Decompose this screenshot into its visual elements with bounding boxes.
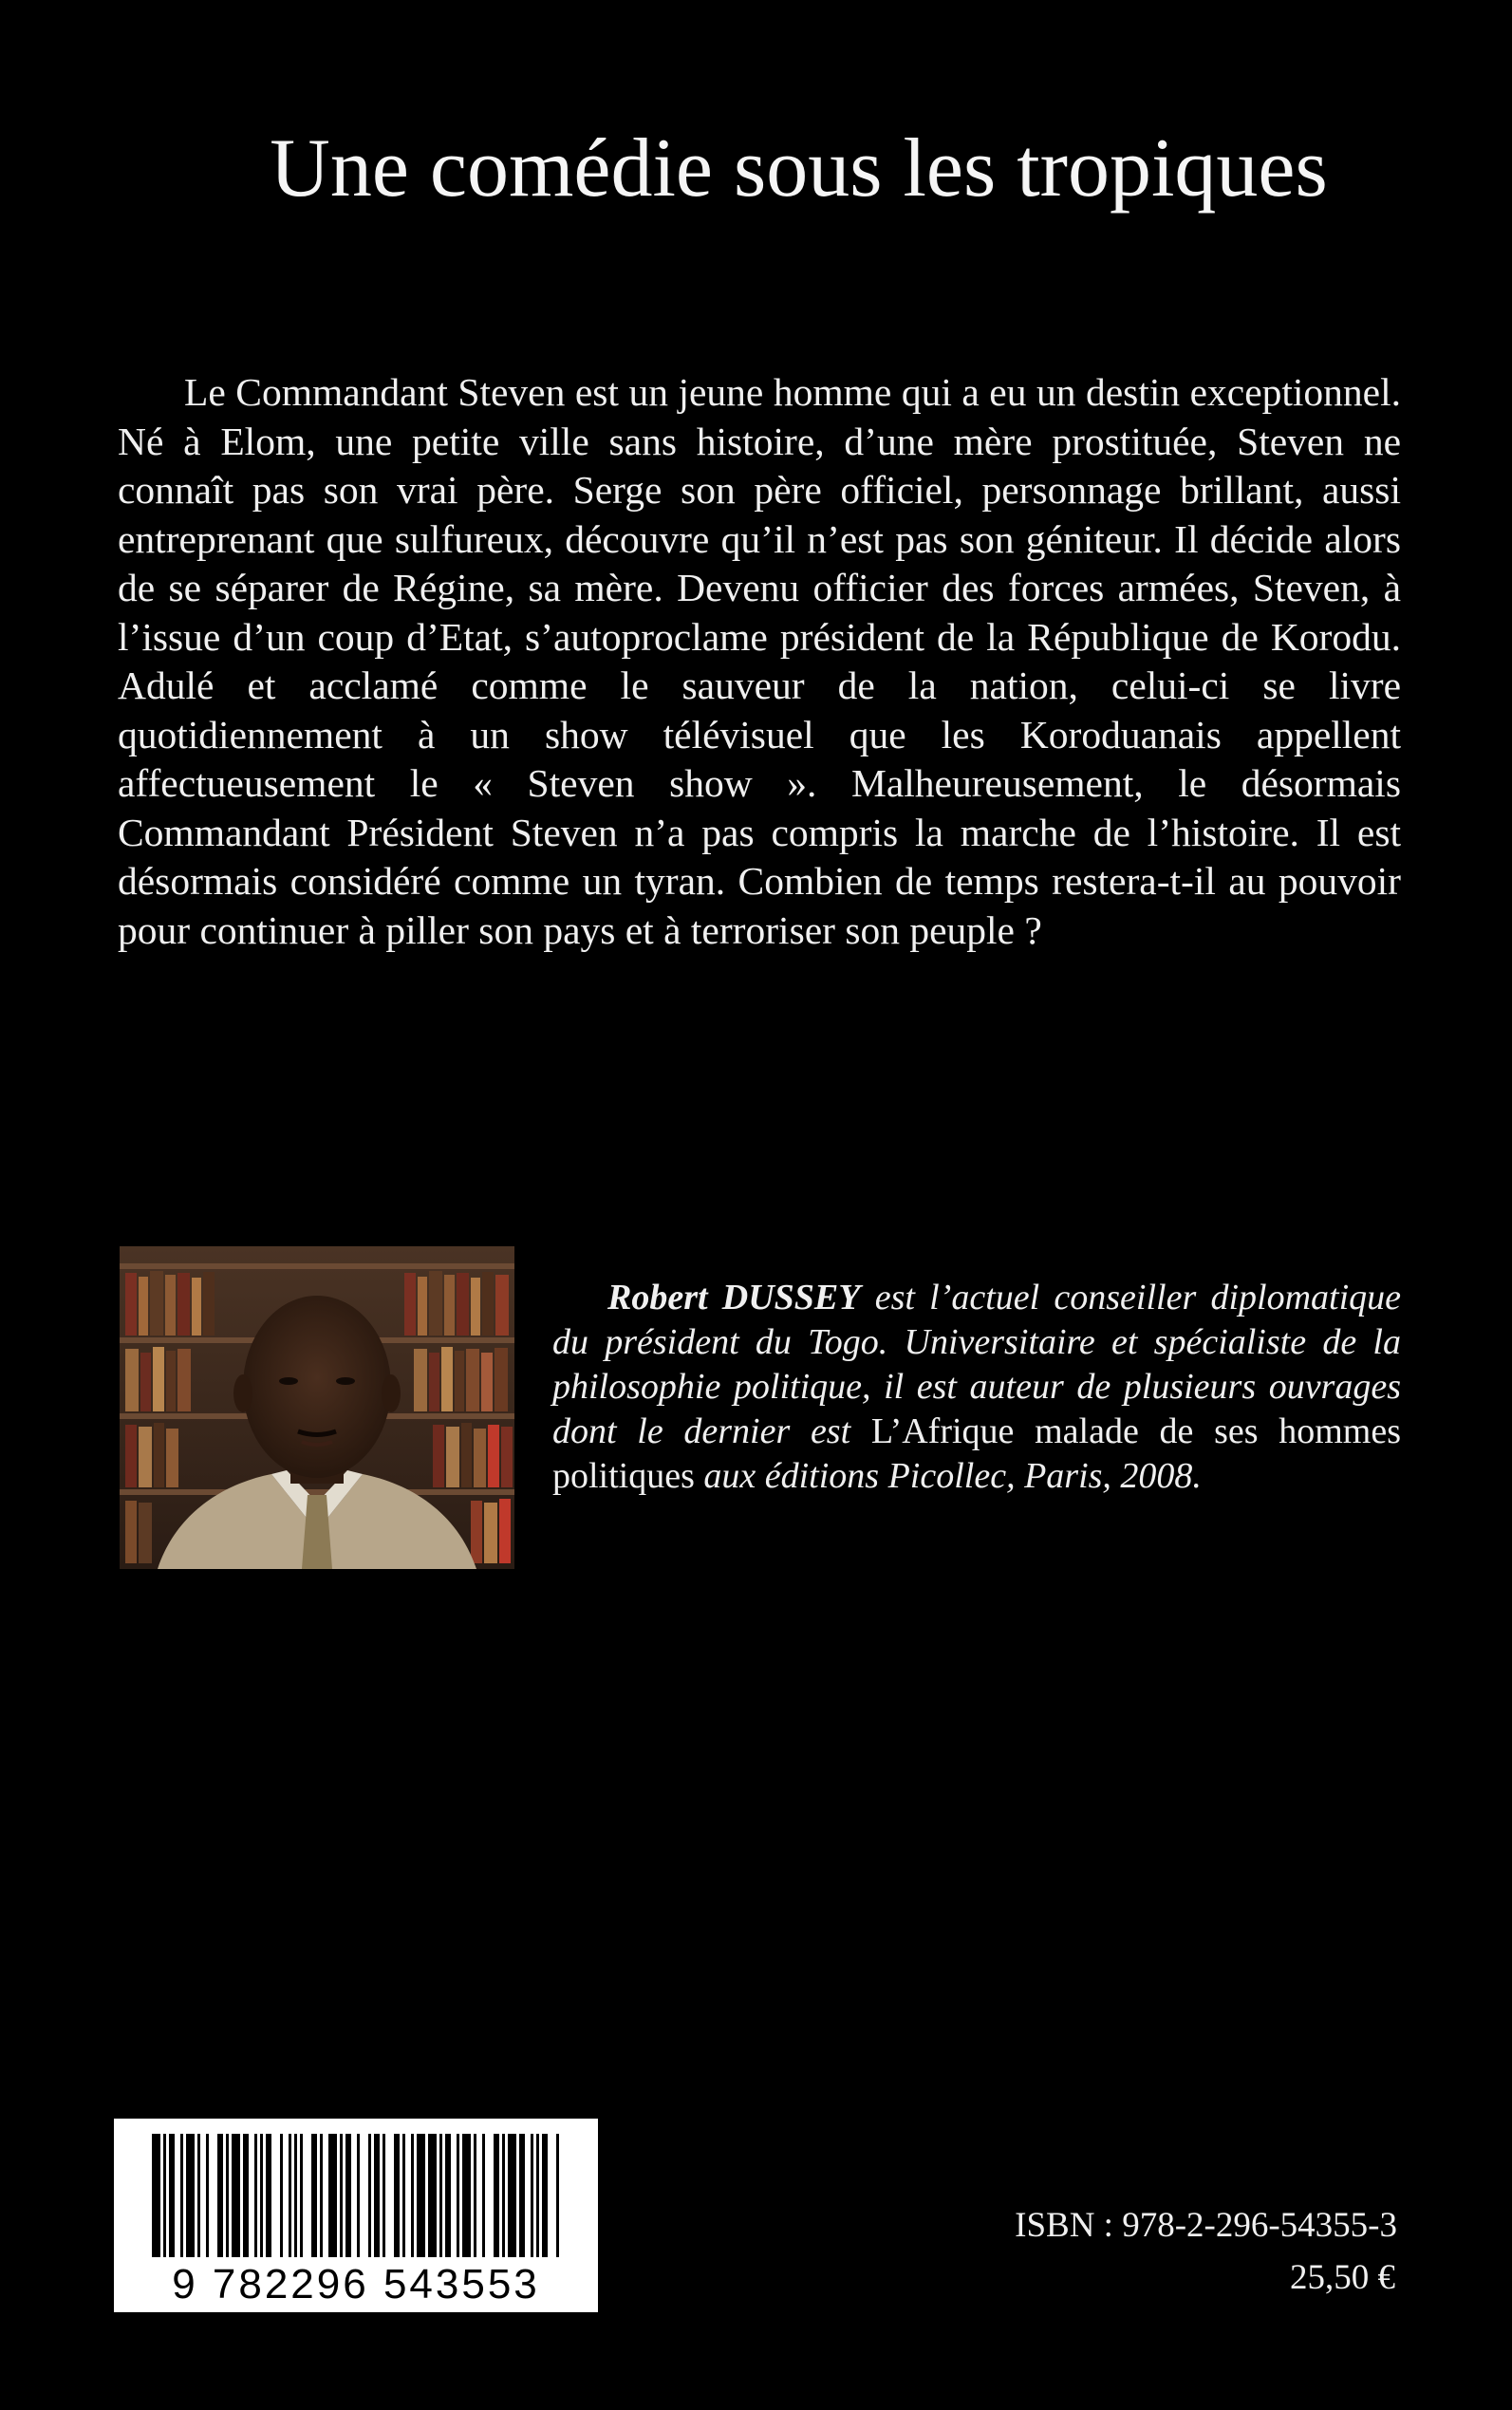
- price: 25,50 €: [1290, 2258, 1395, 2297]
- isbn: ISBN : 978-2-296-54355-3: [1015, 2206, 1397, 2245]
- barcode-bars: [114, 2119, 598, 2261]
- author-bio: [552, 1276, 1401, 1499]
- author-photo: [120, 1246, 514, 1569]
- author-latest-book-title: L’Afrique malade de ses hommes politiques: [552, 1411, 1401, 1496]
- book-title: Une comédie sous les tropiques: [270, 122, 1328, 215]
- author-bio-publisher: aux éditions Picollec, Paris, 2008.: [703, 1456, 1202, 1496]
- barcode-digits: 9 782296 543553: [172, 2261, 540, 2307]
- back-cover-blurb: Le Commandant Steven est un jeune homme qui a eu un destin exceptionnel. Né à Elom, une petite ville sans histoire, d’une mère prostituée, Steven ne connaît pas son vrai père. Serge son père officiel, personnage brillant, aussi entreprenant que sulfureux, découvre qu’il n’est pas son géniteur. Il décide alors de se séparer de Régine, sa mère. Devenu officier des forces armées, Steven, à l’issue d’un coup d’Etat, s’autoproclame président de la République de Korodu. Adulé et acclamé comme le sauveur de la nation, celui-ci se livre quotidiennement à un show télévisuel que les Koroduanais appellent affectueusement le « Steven show ». Malheureusement, le désormais Commandant Président Steven n’a pas compris la marche de l’histoire. Il est désormais considéré comme un tyran. Combien de temps restera-t-il au pouvoir pour continuer à piller son pays et à terroriser son peuple ?: [118, 370, 1401, 952]
- barcode: [114, 2119, 598, 2312]
- author-bio-text: est l’actuel conseiller diplomatique du président du Togo. Universitaire et spécialiste de la philosophie politique, il est auteur de plusieurs ouvrages dont le dernier est: [552, 1278, 1401, 1451]
- author-portrait-image: [120, 1246, 514, 1569]
- author-name: Robert DUSSEY: [607, 1278, 861, 1317]
